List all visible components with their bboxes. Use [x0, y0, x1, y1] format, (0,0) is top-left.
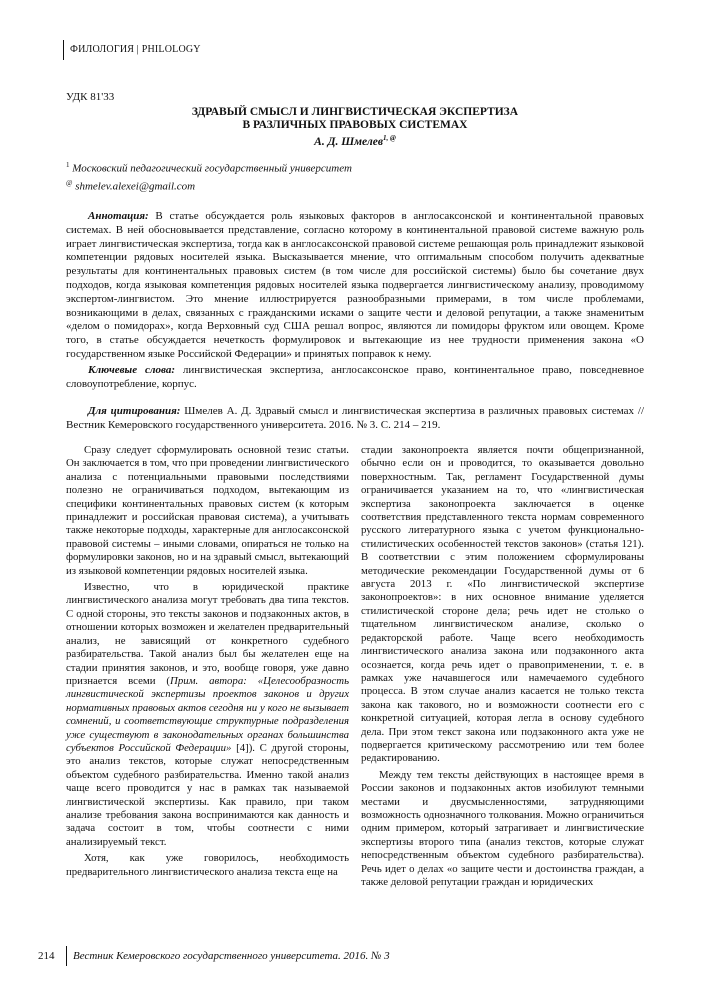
- body-paragraph: Между тем тексты действующих в настоящее время в России законов и подзаконных актов изобилуют темными местами и двусмысленностями, затрудняющими возможность однозначного толкования. Можно ограничиться одним примером, который затрагивает и лингвистические экспертизы второго типа (анализ текстов, которые служат непосредственным объектом судебного разбирательства). Речь идет о делах «о защите чести и достоинства граждан, а также деловой репутации граждан и юридических: [361, 768, 644, 888]
- body-text: [4]). С другой стороны, это анализ текстов, которые служат непосредственным объектом судебного разбирательства. Именно такой анализ чаще всего проводится у нас в рамках так называемой лингвистической экспертизы. Как правило, при таком анализе требования закона воспринимаются как данность и задача состоит в том, чтобы соотнести с ними анализируемый текст.: [66, 741, 349, 848]
- affiliation-org: Московский педагогический государственный университет: [72, 162, 352, 175]
- citation-text: Шмелев А. Д. Здравый смысл и лингвистическая экспертиза в различных правовых системах // Вестник Кемеровского государственного университета. 2016. № 3. С. 214 – 219.: [66, 405, 644, 431]
- abstract-text: В статье обсуждается роль языковых факторов в англосаксонской и континентальной правовых системах. В ней обосновывается представление, согласно которому в континентальной правовой системе важную роль играет лингвистическая экспертиза, тогда как в англосаксонской правовой системе решающая роль принадлежит языковой компетенции рядовых носителей языка. Высказывается мнение, что оптимальным способом получить адекватные результаты для континентальных правовых систем (в том числе для российской системы) было бы сочетание двух подходов, когда языковая компетенция рядовых носителей языка подвергается лингвистическому анализу, проводимому экспертом-лингвистом. Это мнение иллюстрируется разнообразными примерами, в том числе проблемами, возникающими в делах, связанных с гражданскими исками о защите чести и деловой репутации, а также знаменитым «делом о помидорах», когда Верховный суд США решал вопрос, являются ли помидоры фруктом или овощем. Кроме того, в статье обсуждается нечеткость формулировок и вытекающие из нее трудности применения закона «О государственном языке Российской Федерации» и принятых поправок к нему.: [66, 210, 644, 360]
- footer-divider: [66, 946, 67, 966]
- journal-name: Вестник Кемеровского государственного университета. 2016. № 3: [73, 950, 390, 962]
- affiliation-sup-1: 1: [66, 161, 70, 169]
- citation: [66, 405, 644, 433]
- author-name: А. Д. Шмелев: [314, 135, 383, 148]
- citation-label: Для цитирования:: [88, 405, 181, 417]
- keywords-label: Ключевые слова:: [88, 364, 175, 376]
- affiliation-org-line: [66, 158, 352, 176]
- title-block: [66, 106, 644, 149]
- udk-code: УДК 81'33: [66, 91, 115, 103]
- keywords: [66, 364, 644, 392]
- abstract: [66, 210, 644, 362]
- article-title-line-2: В РАЗЛИЧНЫХ ПРАВОВЫХ СИСТЕМАХ: [242, 119, 468, 131]
- keywords-text: лингвистическая экспертиза, англосаксонское право, континентальное право, повседневное словоупотребление, корпус.: [66, 364, 645, 390]
- author-note: Прим. автора: «Целесообразность лингвистической экспертизы проектов законов и других нормативных правовых актов сегодня ни у кого не вызывает сомнений, и соответствующие структурные подразделения уже существуют в законодательных органах большинства субъектов Российской Федерации»: [66, 674, 349, 754]
- author-superscript: 1, @: [383, 134, 396, 142]
- body-paragraph: Сразу следует сформулировать основной тезис статьи. Он заключается в том, что при проведении лингвистического анализа с потенциальными правовыми последствиями полезно не ограничиваться подходом, вытекающим из специфики континентальных правовых систем (к которым принадлежит и российская правовая система), а учитывать также некоторые подходы, характерные для англосаксонской правовой системы – иными словами, опираться не только на формулировки законов, но и на здравый смысл, вытекающий из языковой компетенции рядовых носителей языка.: [66, 444, 349, 577]
- body-text: Известно, что в юридической практике лингвистического анализа могут требовать два типа текстов. С одной стороны, это тексты законов и подзаконных актов, в отношении которых возможен и желателен предварительный анализ, не зависящий от конкретного судебного разбирательства. Такой анализ был бы желателен еще на стадии принятия законов, и это, вообще говоря, уже давно признается всеми (: [66, 581, 349, 687]
- page-footer: [38, 944, 390, 968]
- body-paragraph: Хотя, как уже говорилось, необходимость предварительного лингвистического анализа текста еще на: [66, 852, 349, 878]
- body-column-left: [66, 444, 349, 882]
- affiliations: [66, 158, 352, 193]
- affiliation-sup-2: @: [66, 178, 73, 187]
- abstract-label: Аннотация:: [88, 210, 149, 222]
- affiliation-email: shmelev.alexei@gmail.com: [75, 180, 196, 193]
- body-column-right: [361, 444, 644, 892]
- body-paragraph: [66, 581, 349, 849]
- author-line: [66, 132, 644, 149]
- affiliation-email-line: [66, 176, 352, 194]
- article-title-line-1: ЗДРАВЫЙ СМЫСЛ И ЛИНГВИСТИЧЕСКАЯ ЭКСПЕРТИЗА: [191, 106, 519, 118]
- page-number: 214: [38, 950, 55, 962]
- section-header: [63, 40, 201, 60]
- section-label: ФИЛОЛОГИЯ | PHILOLOGY: [70, 44, 201, 55]
- body-paragraph: стадии законопроекта является почти общепризнанной, обычно если он и проводится, то оказывается довольно поверхностным. Так, регламент Государственной думы ограничивается указанием на то, что «лингвистическая экспертиза законопроекта заключается в оценке соответствия представленного текста нормам современного русского литературного языка с учетом функционально-стилистических особенностей текстов законов» (статья 121). В соответствии с этим положением сформулированы методические рекомендации Государственной думы от 6 августа 2013 г. «По лингвистической экспертизе законопроектов»: в них основное внимание уделяется стилистической стороне дела; речь идет не столько о тщательном лингвистическом анализе, сколько о редакторской работе. Чаще всего необходимость лингвистического анализа закона или подзаконного акта осознается, когда речь идет о правоприменении, т. е. в рамках уже начавшегося или намечаемого судебного процесса. В этом случае анализ касается не только текста закона как такового, но и возможности соотнести его с конкретной ситуацией, которая легла в основу судебного дела. При этом текст закона или подзаконного акта уже не подвергается критическому рассмотрению или тем более редактированию.: [361, 444, 644, 765]
